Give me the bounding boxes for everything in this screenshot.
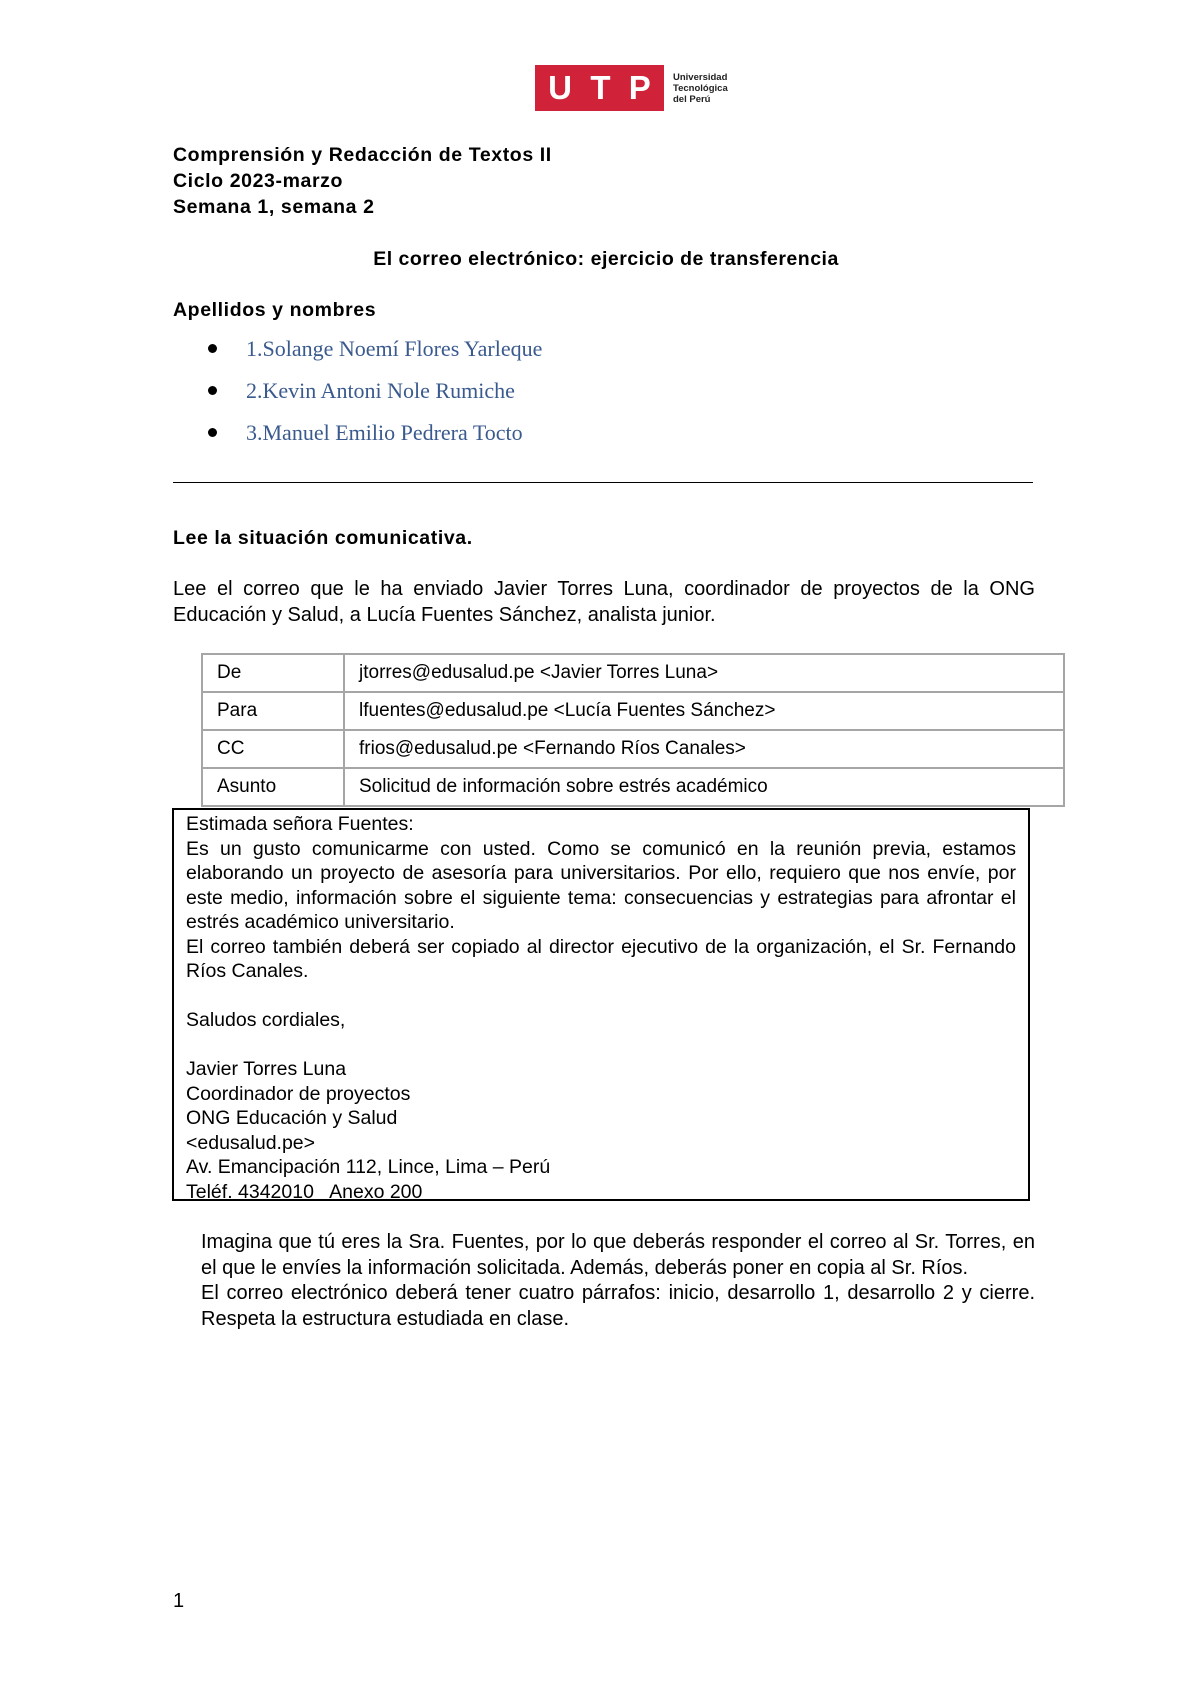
student-name: 2.Kevin Antoni Nole Rumiche	[246, 378, 515, 403]
field-value: jtorres@edusalud.pe <Javier Torres Luna>	[344, 654, 1064, 692]
logo-mark	[535, 65, 664, 111]
email-paragraph: Es un gusto comunicarme con usted. Como se comunicó en la reunión previa, estamos elaborando un proyecto de asesoría para universitarios. Por ello, requiero que nos envíe, por este medio, información sobre el siguiente tema: consecuencias y estrategias para afrontar el estrés académico universitario.	[186, 837, 1016, 933]
field-label: CC	[202, 730, 344, 768]
logo-letter-u: U	[548, 69, 572, 106]
logo-letter-t: T	[590, 69, 611, 106]
bullet-icon	[208, 428, 217, 437]
signature-line: Javier Torres Luna	[186, 1058, 347, 1080]
divider-line	[173, 482, 1033, 483]
intro-paragraph: Lee el correo que le ha enviado Javier Torres Luna, coordinador de proyectos de la ONG Educación y Salud, a Lucía Fuentes Sánchez, analista junior.	[173, 578, 1035, 626]
list-item	[208, 378, 542, 420]
field-value: lfuentes@edusalud.pe <Lucía Fuentes Sánchez>	[344, 692, 1064, 730]
signature-line: ONG Educación y Salud	[186, 1107, 398, 1129]
field-value: frios@edusalud.pe <Fernando Ríos Canales>	[344, 730, 1064, 768]
names-heading: Apellidos y nombres	[173, 299, 377, 321]
signature-line: Teléf. 4342010 Anexo 200	[186, 1180, 423, 1203]
utp-logo	[535, 65, 743, 111]
field-label: Asunto	[202, 768, 344, 806]
student-name: 3.Manuel Emilio Pedrera Tocto	[246, 420, 523, 445]
weeks-label: Semana 1, semana 2	[173, 196, 375, 218]
email-greeting: Estimada señora Fuentes:	[186, 813, 414, 835]
email-paragraph: El correo también deberá ser copiado al director ejecutivo de la organización, el Sr. Fernando Ríos Canales.	[186, 935, 1016, 982]
cycle-label: Ciclo 2023-marzo	[173, 170, 343, 192]
logo-wordmark	[673, 72, 743, 105]
table-row	[202, 692, 1064, 730]
list-item	[208, 420, 542, 462]
instruction-paragraph: El correo electrónico deberá tener cuatro párrafos: inicio, desarrollo 1, desarrollo 2 y cierre. Respeta la estructura estudiada en clase.	[201, 1282, 1035, 1330]
logo-letter-p: P	[628, 69, 651, 106]
field-value: Solicitud de información sobre estrés académico	[344, 768, 1064, 806]
bullet-icon	[208, 344, 217, 353]
field-label: Para	[202, 692, 344, 730]
logo-text-line: del Perú	[673, 93, 711, 105]
course-name: Comprensión y Redacción de Textos II	[173, 144, 552, 166]
names-list	[208, 336, 542, 462]
table-row	[202, 654, 1064, 692]
signature-line: Coordinador de proyectos	[186, 1082, 411, 1105]
page-title: El correo electrónico: ejercicio de transferencia	[373, 248, 839, 270]
page-number: 1	[173, 1590, 185, 1612]
logo-text-line: Universidad	[673, 71, 728, 83]
logo-text-line: Tecnológica	[673, 82, 728, 94]
instruction-paragraph: Imagina que tú eres la Sra. Fuentes, por lo que deberás responder el correo al Sr. Torres, en el que le envíes la información solicitada. Además, deberás poner en copia al Sr. Ríos.	[201, 1231, 1035, 1279]
table-row	[202, 768, 1064, 806]
signature-line: <edusalud.pe>	[186, 1131, 316, 1154]
list-item	[208, 336, 542, 378]
table-row	[202, 730, 1064, 768]
student-name: 1.Solange Noemí Flores Yarleque	[246, 336, 543, 361]
instructions	[201, 1230, 1035, 1332]
field-label: De	[202, 654, 344, 692]
signature-line: Av. Emancipación 112, Lince, Lima – Perú	[186, 1156, 551, 1178]
email-closing: Saludos cordiales,	[186, 1009, 346, 1031]
email-body-box	[172, 808, 1030, 1201]
bullet-icon	[208, 386, 217, 395]
section-heading: Lee la situación comunicativa.	[173, 527, 473, 549]
email-header-table	[201, 653, 1065, 807]
